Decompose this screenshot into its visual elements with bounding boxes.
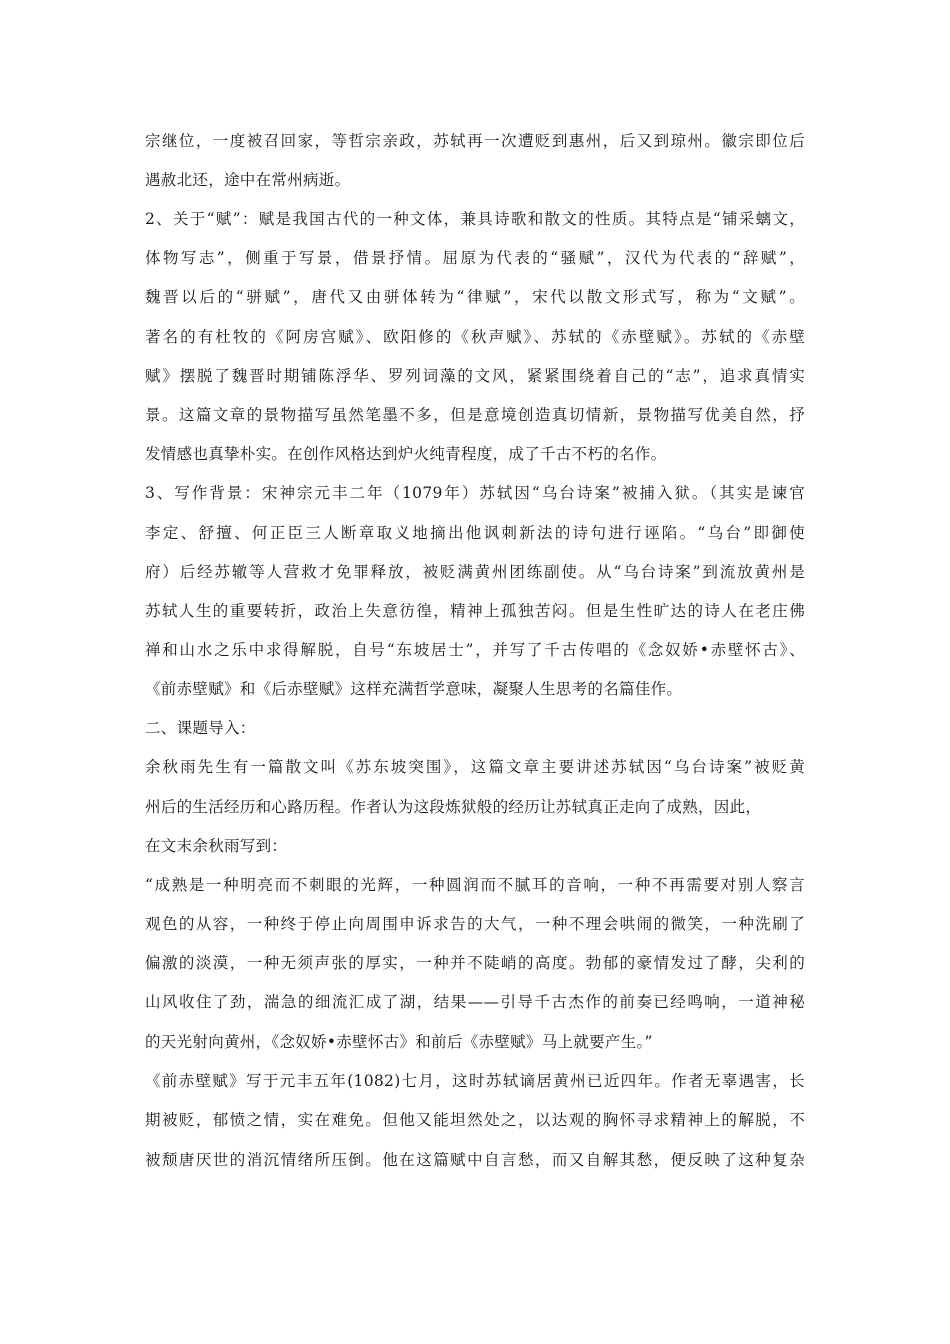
text-line: 《前赤壁赋》写于元丰五年(1082)七月，这时苏轼谪居黄州已近四年。作者无辜遇害，长 <box>145 1072 805 1090</box>
text-line: 3、写作背景：宋神宗元丰二年（1079年）苏轼因“乌台诗案”被捕入狱。（其实是谏官 <box>145 484 805 502</box>
text-line: 发情感也真挚朴实。在创作风格达到炉火纯青程度，成了千古不朽的名作。 <box>145 445 667 463</box>
text-line: 期被贬，郁愤之情，实在难免。但他又能坦然处之，以达观的胸怀寻求精神上的解脱，不 <box>145 1111 805 1129</box>
text-line: 余秋雨先生有一篇散文叫《苏东坡突围》，这篇文章主要讲述苏轼因“乌台诗案”被贬黄 <box>145 758 805 776</box>
text-line: 禅和山水之乐中求得解脱，自号“东坡居士”，并写了千古传唱的《念奴娇•赤壁怀古》、 <box>145 641 805 659</box>
text-line: 被颓唐厌世的消沉情绪所压倒。他在这篇赋中自言愁，而又自解其愁，便反映了这种复杂 <box>145 1151 805 1169</box>
text-line: 在文末余秋雨写到： <box>145 837 288 855</box>
text-line: 2、关于“赋”：赋是我国古代的一种文体，兼具诗歌和散文的性质。其特点是“铺采螭文， <box>145 210 805 228</box>
text-line: 府）后经苏辙等人营救才免罪释放，被贬满黄州团练副使。从“乌台诗案”到流放黄州是 <box>145 563 805 581</box>
text-line: 赋》摆脱了魏晋时期铺陈浮华、罗列词藻的文风，紧紧围绕着自己的“志”，追求真情实 <box>145 367 805 385</box>
text-line: 景。这篇文章的景物描写虽然笔墨不多，但是意境创造真切情新，景物描写优美自然，抒 <box>145 406 805 424</box>
text-line: 魏晋以后的“骈赋”，唐代又由骈体转为“律赋”，宋代以散文形式写，称为“文赋”。 <box>145 288 805 306</box>
text-line: 观色的从容，一种终于停止向周围申诉求告的大气，一种不理会哄闹的微笑，一种洗刷了 <box>145 915 805 933</box>
text-line: 二、课题导入： <box>145 719 256 737</box>
text-line: 李定、舒擅、何正臣三人断章取义地摘出他讽刺新法的诗句进行诬陷。“乌台”即御使 <box>145 524 805 542</box>
text-line: 遇赦北还，途中在常州病逝。 <box>145 171 351 189</box>
text-line: 苏轼人生的重要转折，政治上失意彷徨，精神上孤独苦闷。但是生性旷达的诗人在老庄佛 <box>145 602 805 620</box>
text-line: 州后的生活经历和心路历程。作者认为这段炼狱般的经历让苏轼真正走向了成熟，因此， <box>145 798 762 816</box>
text-line: 的天光射向黄州，《念奴娇•赤壁怀古》和前后《赤壁赋》马上就要产生。” <box>145 1033 653 1051</box>
text-line: 著名的有杜牧的《阿房宫赋》、欧阳修的《秋声赋》、苏轼的《赤壁赋》。苏轼的《赤壁 <box>145 328 805 346</box>
text-line: “成熟是一种明亮而不刺眼的光辉，一种圆润而不腻耳的音响，一种不再需要对别人察言 <box>145 876 805 894</box>
text-line: 《前赤壁赋》和《后赤壁赋》这样充满哲学意味，凝聚人生思考的名篇佳作。 <box>145 680 683 698</box>
text-line: 偏激的淡漠，一种无须声张的厚实，一种并不陡峭的高度。勃郁的豪情发过了酵，尖利的 <box>145 954 805 972</box>
text-line: 山风收住了劲，湍急的细流汇成了湖，结果——引导千古杰作的前奏已经鸣响，一道神秘 <box>145 993 805 1011</box>
text-line: 宗继位，一度被召回家，等哲宗亲政，苏轼再一次遭贬到惠州，后又到琼州。徽宗即位后 <box>145 132 805 150</box>
text-line: 体物写志”，侧重于写景，借景抒情。屈原为代表的“骚赋”，汉代为代表的“辞赋”， <box>145 249 805 267</box>
